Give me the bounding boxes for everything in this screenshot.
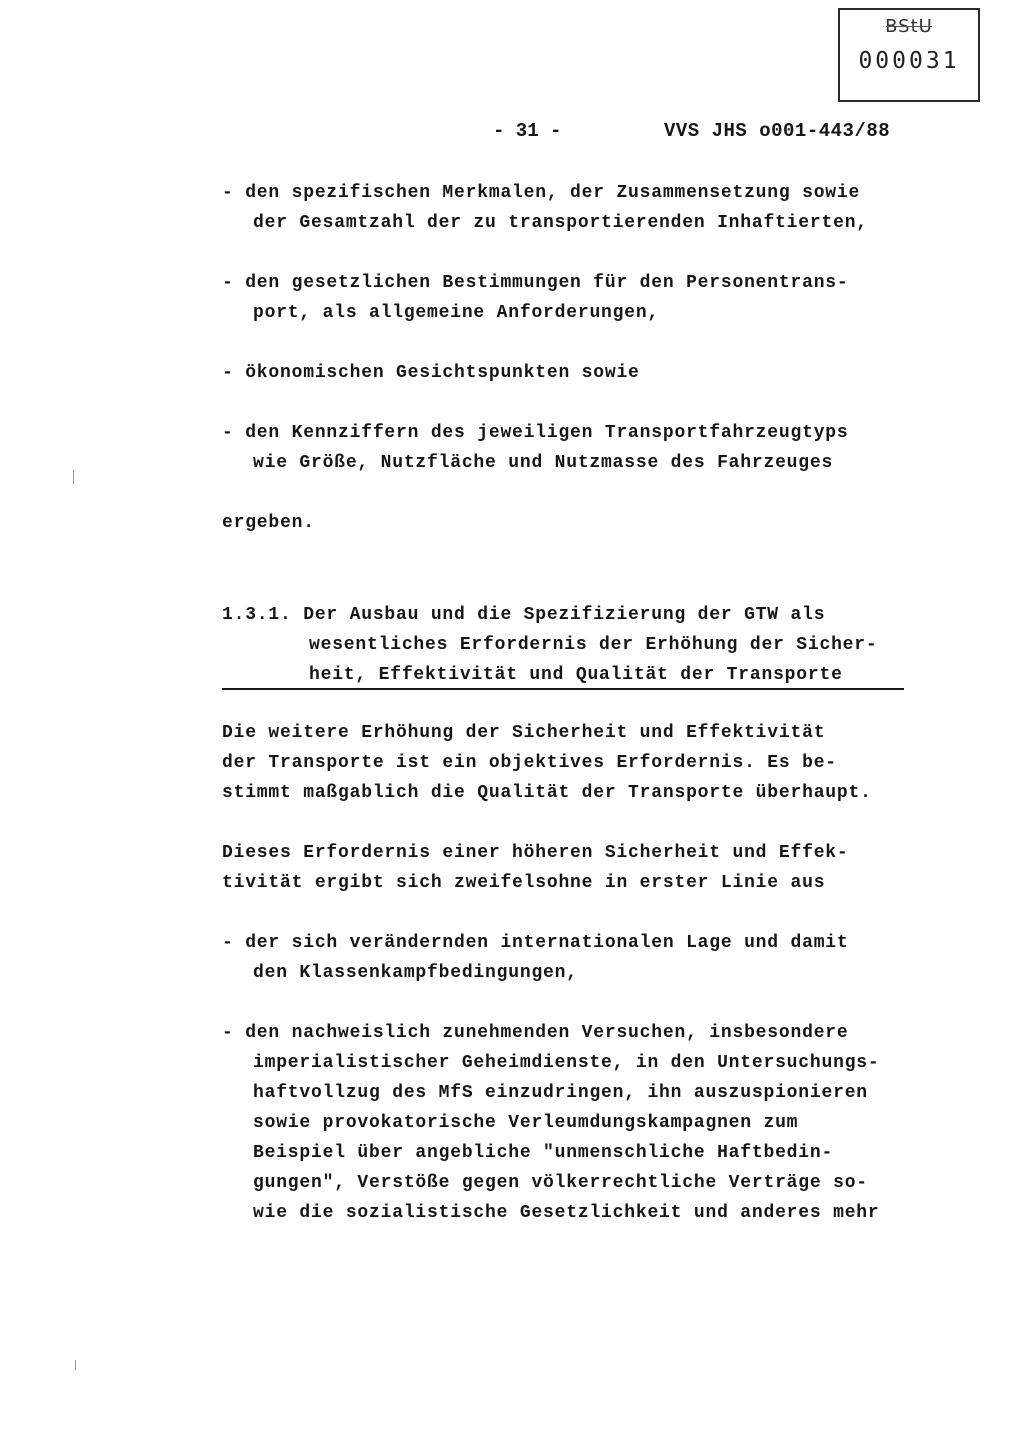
document-reference: VVS JHS o001-443/88 (664, 120, 891, 142)
list-item-line: Beispiel über angebliche "unmenschliche Haftbedin- (253, 1143, 834, 1163)
archive-stamp (838, 8, 980, 102)
closing-word: ergeben. (222, 513, 315, 533)
list-item-line: - den spezifischen Merkmalen, der Zusammensetzung sowie (222, 183, 861, 203)
list-item-line: imperialistischer Geheimdienste, in den Untersuchungs- (253, 1053, 880, 1073)
bullet-list (222, 928, 910, 1228)
section-heading-line: heit, Effektivität und Qualität der Transporte (309, 665, 843, 685)
stamp-number: 000031 (858, 48, 960, 74)
list-item-line: port, als allgemeine Anforderungen, (253, 303, 660, 323)
list-item-line: der Gesamtzahl der zu transportierenden Inhaftierten, (253, 213, 868, 233)
heading-underline (222, 688, 904, 690)
margin-mark (75, 1360, 76, 1370)
stamp-label: BStU (840, 16, 978, 37)
paragraph-line: tivität ergibt sich zweifelsohne in erster Linie aus (222, 873, 826, 893)
list-item-line: - der sich verändernden internationalen Lage und damit (222, 933, 849, 953)
paragraph-line: der Transporte ist ein objektives Erfordernis. Es be- (222, 753, 837, 773)
paragraph-line: Die weitere Erhöhung der Sicherheit und Effektivität (222, 723, 826, 743)
paragraph (222, 838, 910, 898)
paragraph-line: Dieses Erfordernis einer höheren Sicherheit und Effek- (222, 843, 849, 863)
list-item (222, 1018, 910, 1228)
paragraph-line: stimmt maßgablich die Qualität der Transporte überhaupt. (222, 783, 872, 803)
list-item (222, 928, 910, 988)
list-item (222, 178, 910, 238)
paragraph (222, 718, 910, 808)
list-item-line: - den Kennziffern des jeweiligen Transportfahrzeugtyps (222, 423, 849, 443)
list-item-line: den Klassenkampfbedingungen, (253, 963, 578, 983)
section-heading (222, 600, 910, 690)
document-body (222, 178, 910, 1228)
bullet-list (222, 178, 910, 478)
page-header (0, 120, 1024, 150)
list-item (222, 358, 910, 388)
list-item-line: wie die sozialistische Gesetzlichkeit und anderes mehr (253, 1203, 880, 1223)
list-item-line: haftvollzug des MfS einzudringen, ihn auszuspionieren (253, 1083, 868, 1103)
section-heading-line: 1.3.1. Der Ausbau und die Spezifizierung der GTW als (222, 605, 826, 625)
section-heading-line: wesentliches Erfordernis der Erhöhung der Sicher- (309, 635, 878, 655)
list-item-line: - ökonomischen Gesichtspunkten sowie (222, 363, 640, 383)
margin-mark (73, 470, 74, 484)
page-number: - 31 - (493, 120, 562, 142)
list-item-line: - den nachweislich zunehmenden Versuchen, insbesondere (222, 1023, 849, 1043)
list-item-line: gungen", Verstöße gegen völkerrechtliche Verträge so- (253, 1173, 868, 1193)
list-item-line: - den gesetzlichen Bestimmungen für den Personentrans- (222, 273, 849, 293)
list-item (222, 268, 910, 328)
list-item-line: sowie provokatorische Verleumdungskampagnen zum (253, 1113, 799, 1133)
list-item (222, 418, 910, 478)
list-item-line: wie Größe, Nutzfläche und Nutzmasse des Fahrzeuges (253, 453, 834, 473)
